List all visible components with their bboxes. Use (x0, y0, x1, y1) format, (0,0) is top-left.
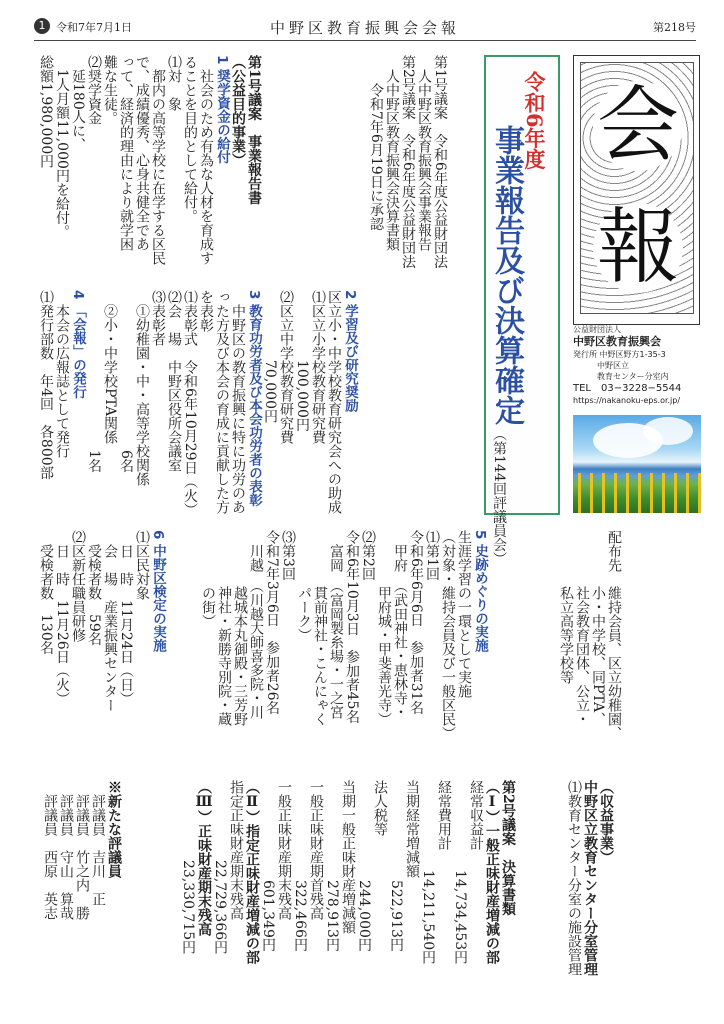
s5-round-line: 川越 （川越大師喜多院・川 (248, 544, 264, 719)
s1-2-label: ⑵奨学資金 (86, 55, 102, 125)
intro-line: 人中野区教育振興会決算書類 (384, 69, 400, 251)
s3-body: 中野区の教育振興に特に功労のあ (230, 304, 246, 514)
page-number: 1 (34, 18, 50, 34)
sunflower-field (573, 473, 701, 513)
distrib-line: 小・中学校、同PTA、 (590, 586, 606, 727)
s5-body: （対象・維持会員及び一般区民） (440, 530, 456, 740)
fin-value: 14,211,540円 (420, 870, 436, 965)
s6-line: 受検者数 130名 (38, 544, 54, 655)
gian1-block (38, 55, 262, 325)
s3-item-b: ②小・中学校PTA関係 (102, 304, 118, 445)
title-box (484, 55, 560, 566)
members-title: ※新たな評議員 (106, 780, 122, 878)
distribution-block (558, 530, 622, 770)
s5-round-line: 令和7年3月6日 参加者26名 (264, 530, 280, 715)
s5-round-line: 神社・新勝寺別院・蔵 (216, 586, 232, 726)
section-4-heading: 4 「会報」の発行 (70, 290, 86, 399)
s6-line: 日 時 11月26日（火） (54, 544, 70, 706)
gian2-title: 第2号議案 決算書類 (500, 780, 516, 916)
logo-char-ho: 報 (593, 203, 683, 293)
s3-item: ⑵会 場 中野区役所会議室 (166, 290, 182, 472)
s3-body: った方及び本会の育成に貢献した方 (214, 290, 230, 514)
s5-round-line: 令和6年6月6日 参加者31名 (408, 530, 424, 715)
header-divider (34, 40, 696, 41)
gian2-heading-2: （Ⅱ）指定正味財産増減の部 (244, 780, 260, 964)
income-business-block (566, 780, 614, 1010)
s3-body: を表彰 (198, 290, 214, 332)
sunflower-painting (573, 415, 701, 513)
income-line: 中野区立教育センター分室管理 (582, 780, 598, 976)
gian1-title: 第1号議案 事業報告書 (246, 55, 262, 205)
fin-value: 601,349円 (260, 880, 276, 952)
member: 評議員 竹之内 勝 (74, 794, 90, 920)
s5-round: ⑶第3回 (280, 530, 296, 581)
org-address-2: 中野区立 (597, 361, 629, 370)
s6-item: ⑵区新任職員研修 (70, 530, 86, 642)
fin-value: 522,913円 (388, 880, 404, 952)
s4-item: ⑴発行部数 年4回 各800部 (38, 290, 54, 480)
s1-1-body: って、経済的理由により就学困 (118, 55, 134, 251)
section-1-heading: 1 奨学資金の給付 (214, 55, 230, 164)
fin-label: 一般正味財産期末残高 (276, 780, 292, 920)
intro-line: 第2号議案 令和6年度公益財団法 (400, 55, 416, 269)
s2-value: 100,000円 (294, 360, 310, 432)
org-url: https://nakanoku-eps.or.jp/ (573, 396, 681, 405)
org-type: 公益財団法人 (573, 325, 621, 334)
s1-body: ることを目的として給付。 (182, 55, 198, 223)
s1-2-body: 延180人に、 (70, 69, 86, 152)
section-5-heading: 5 史跡めぐりの実施 (472, 530, 488, 653)
s5-round-line: 貫前神社・こんにゃく (312, 586, 328, 726)
s2-value: 70,000円 (262, 360, 278, 423)
fin-value: 22,729,366円 (212, 860, 228, 955)
gian2-block (180, 780, 516, 1010)
s5-round: ⑴第1回 (424, 530, 440, 581)
org-name: 中野区教育振興会 (573, 335, 661, 348)
s5-body: 生涯学習の一環として実施 (456, 530, 472, 698)
s1-body: 社会のため有為な人材を育成す (198, 69, 214, 265)
distrib-line: 配布先 維持会員、区立幼稚園、 (606, 530, 622, 740)
s3-item-b-value: 1名 (86, 450, 102, 473)
logo-char-kai: 会 (593, 81, 683, 171)
sections-2-4 (38, 290, 358, 517)
fin-value: 322,466円 (292, 880, 308, 952)
s5-round-line: 令和6年10月3日 参加者45名 (344, 530, 360, 724)
section-3-heading: 3 教育功労者及び本会功労者の表彰 (246, 290, 262, 507)
fin-label: 当期一般正味財産増減額 (340, 780, 356, 934)
member: 評議員 吉川 正 (90, 794, 106, 906)
s5-round: ⑵第2回 (360, 530, 376, 581)
s1-2-body: 総額1,980,000円 (38, 55, 54, 169)
income-title: （収益事業） (598, 780, 614, 864)
s3-item-a-value: 6名 (118, 450, 134, 473)
s1-1-body: 都内の高等学校に在学する区民 (150, 69, 166, 265)
s2-item: ⑴区立小学校教育研究費 (310, 290, 326, 444)
section-6-heading: 6 中野区検定の実施 (150, 530, 166, 653)
intro-line: 第1号議案 令和6年度公益財団法 (432, 55, 448, 269)
intro-block (368, 55, 448, 269)
title-sub: （第144回評議員会） (491, 427, 507, 566)
masthead-logo (573, 55, 700, 325)
distrib-line: 私立高等学校等 (558, 586, 574, 684)
s1-1-label: ⑴対 象 (166, 55, 182, 111)
org-address: 発行所 中野区野方1-35-3 (573, 350, 666, 359)
fin-value: 23,330,715円 (180, 860, 196, 955)
distrib-line: 社会教育団体、公立・ (574, 586, 590, 726)
fin-label: 一般正味財産期首残高 (308, 780, 324, 920)
fin-value: 14,734,453円 (452, 870, 468, 965)
newsletter-title: 中野区教育振興会会報 (269, 19, 460, 37)
s6-line: 会 場 産業振興センター (102, 544, 118, 712)
fin-label: 指定正味財産期末残高 (228, 780, 244, 920)
s5-round-line: 甲府城・甲斐善光寺） (376, 586, 392, 726)
fin-label: 経常費用計 (436, 780, 452, 850)
section-6-block (38, 530, 166, 780)
org-address-3: 教育センター分室内 (597, 372, 669, 381)
member: 評議員 西原 英志 (42, 794, 58, 920)
s3-item: ⑶表彰者 (150, 290, 166, 346)
org-tel: TEL 03−3228−5544 (573, 383, 682, 394)
s3-item-a: ①幼稚園・中・高等学校関係 (134, 304, 150, 486)
s5-round-line: 甲府 （武田神社・恵林寺・ (392, 544, 408, 719)
fin-label: 経常収益計 (468, 780, 484, 850)
publisher-info (573, 325, 700, 406)
cloud-shape (643, 417, 693, 445)
fin-label: 法人税等 (372, 780, 388, 836)
s6-line: 受検者数 59名 (86, 544, 102, 646)
s3-item: ⑴表彰式 令和6年10月29日（火） (182, 290, 198, 517)
gian2-heading-1: （Ⅰ）一般正味財産増減の部 (484, 780, 500, 964)
intro-line: 人中野区教育振興会事業報告 (416, 69, 432, 251)
title-main: 事業報告及び決算確定 (489, 125, 524, 425)
s1-1-body: 難な生徒。 (102, 55, 118, 125)
s1-1-body: で、成績優秀、心身共健全であ (134, 55, 150, 251)
s4-body: 本会の広報誌として発行 (54, 304, 70, 458)
issue-date: 令和7年7月1日 (56, 21, 132, 34)
s1-2-body: 1人月額11,000円を給付。 (54, 69, 70, 239)
s5-round-line: 富岡 （富岡製糸場・一之宮 (328, 544, 344, 719)
logo-pattern (580, 62, 694, 314)
gian1-sub: （公益目的事業） (230, 55, 246, 167)
issue-number: 第218号 (653, 21, 696, 34)
s5-round-line: パーク） (296, 586, 312, 642)
s5-round-line: の街） (200, 586, 216, 628)
s6-item: ⑴区民対象 (134, 530, 150, 600)
member: 評議員 守山 算哉 (58, 794, 74, 920)
s2-item: ⑵区立中学校教育研究費 (278, 290, 294, 444)
section-5-block (200, 530, 488, 780)
intro-line: 令和7年6月19日に承認 (368, 83, 384, 231)
section-2-heading: 2 学習及び研究奨励 (342, 290, 358, 413)
s6-line: 日 時 11月24日（日） (118, 544, 134, 706)
new-councillors-block (42, 780, 122, 1010)
page-header (34, 16, 696, 38)
fin-label: 当期経常増減額 (404, 780, 420, 878)
fin-value: 244,000円 (356, 880, 372, 952)
title-year: 令和6年度 (522, 71, 547, 170)
s2-body: 区立小・中学校教育研究会への助成 (326, 290, 342, 514)
income-line: ⑴教育センター分室の施設管理 (566, 780, 582, 976)
gian2-heading-3: （Ⅲ）正味財産期末残高 (196, 780, 212, 936)
fin-value: 278,913円 (324, 880, 340, 952)
s5-round-line: 越城本丸御殿・三芳野 (232, 586, 248, 726)
